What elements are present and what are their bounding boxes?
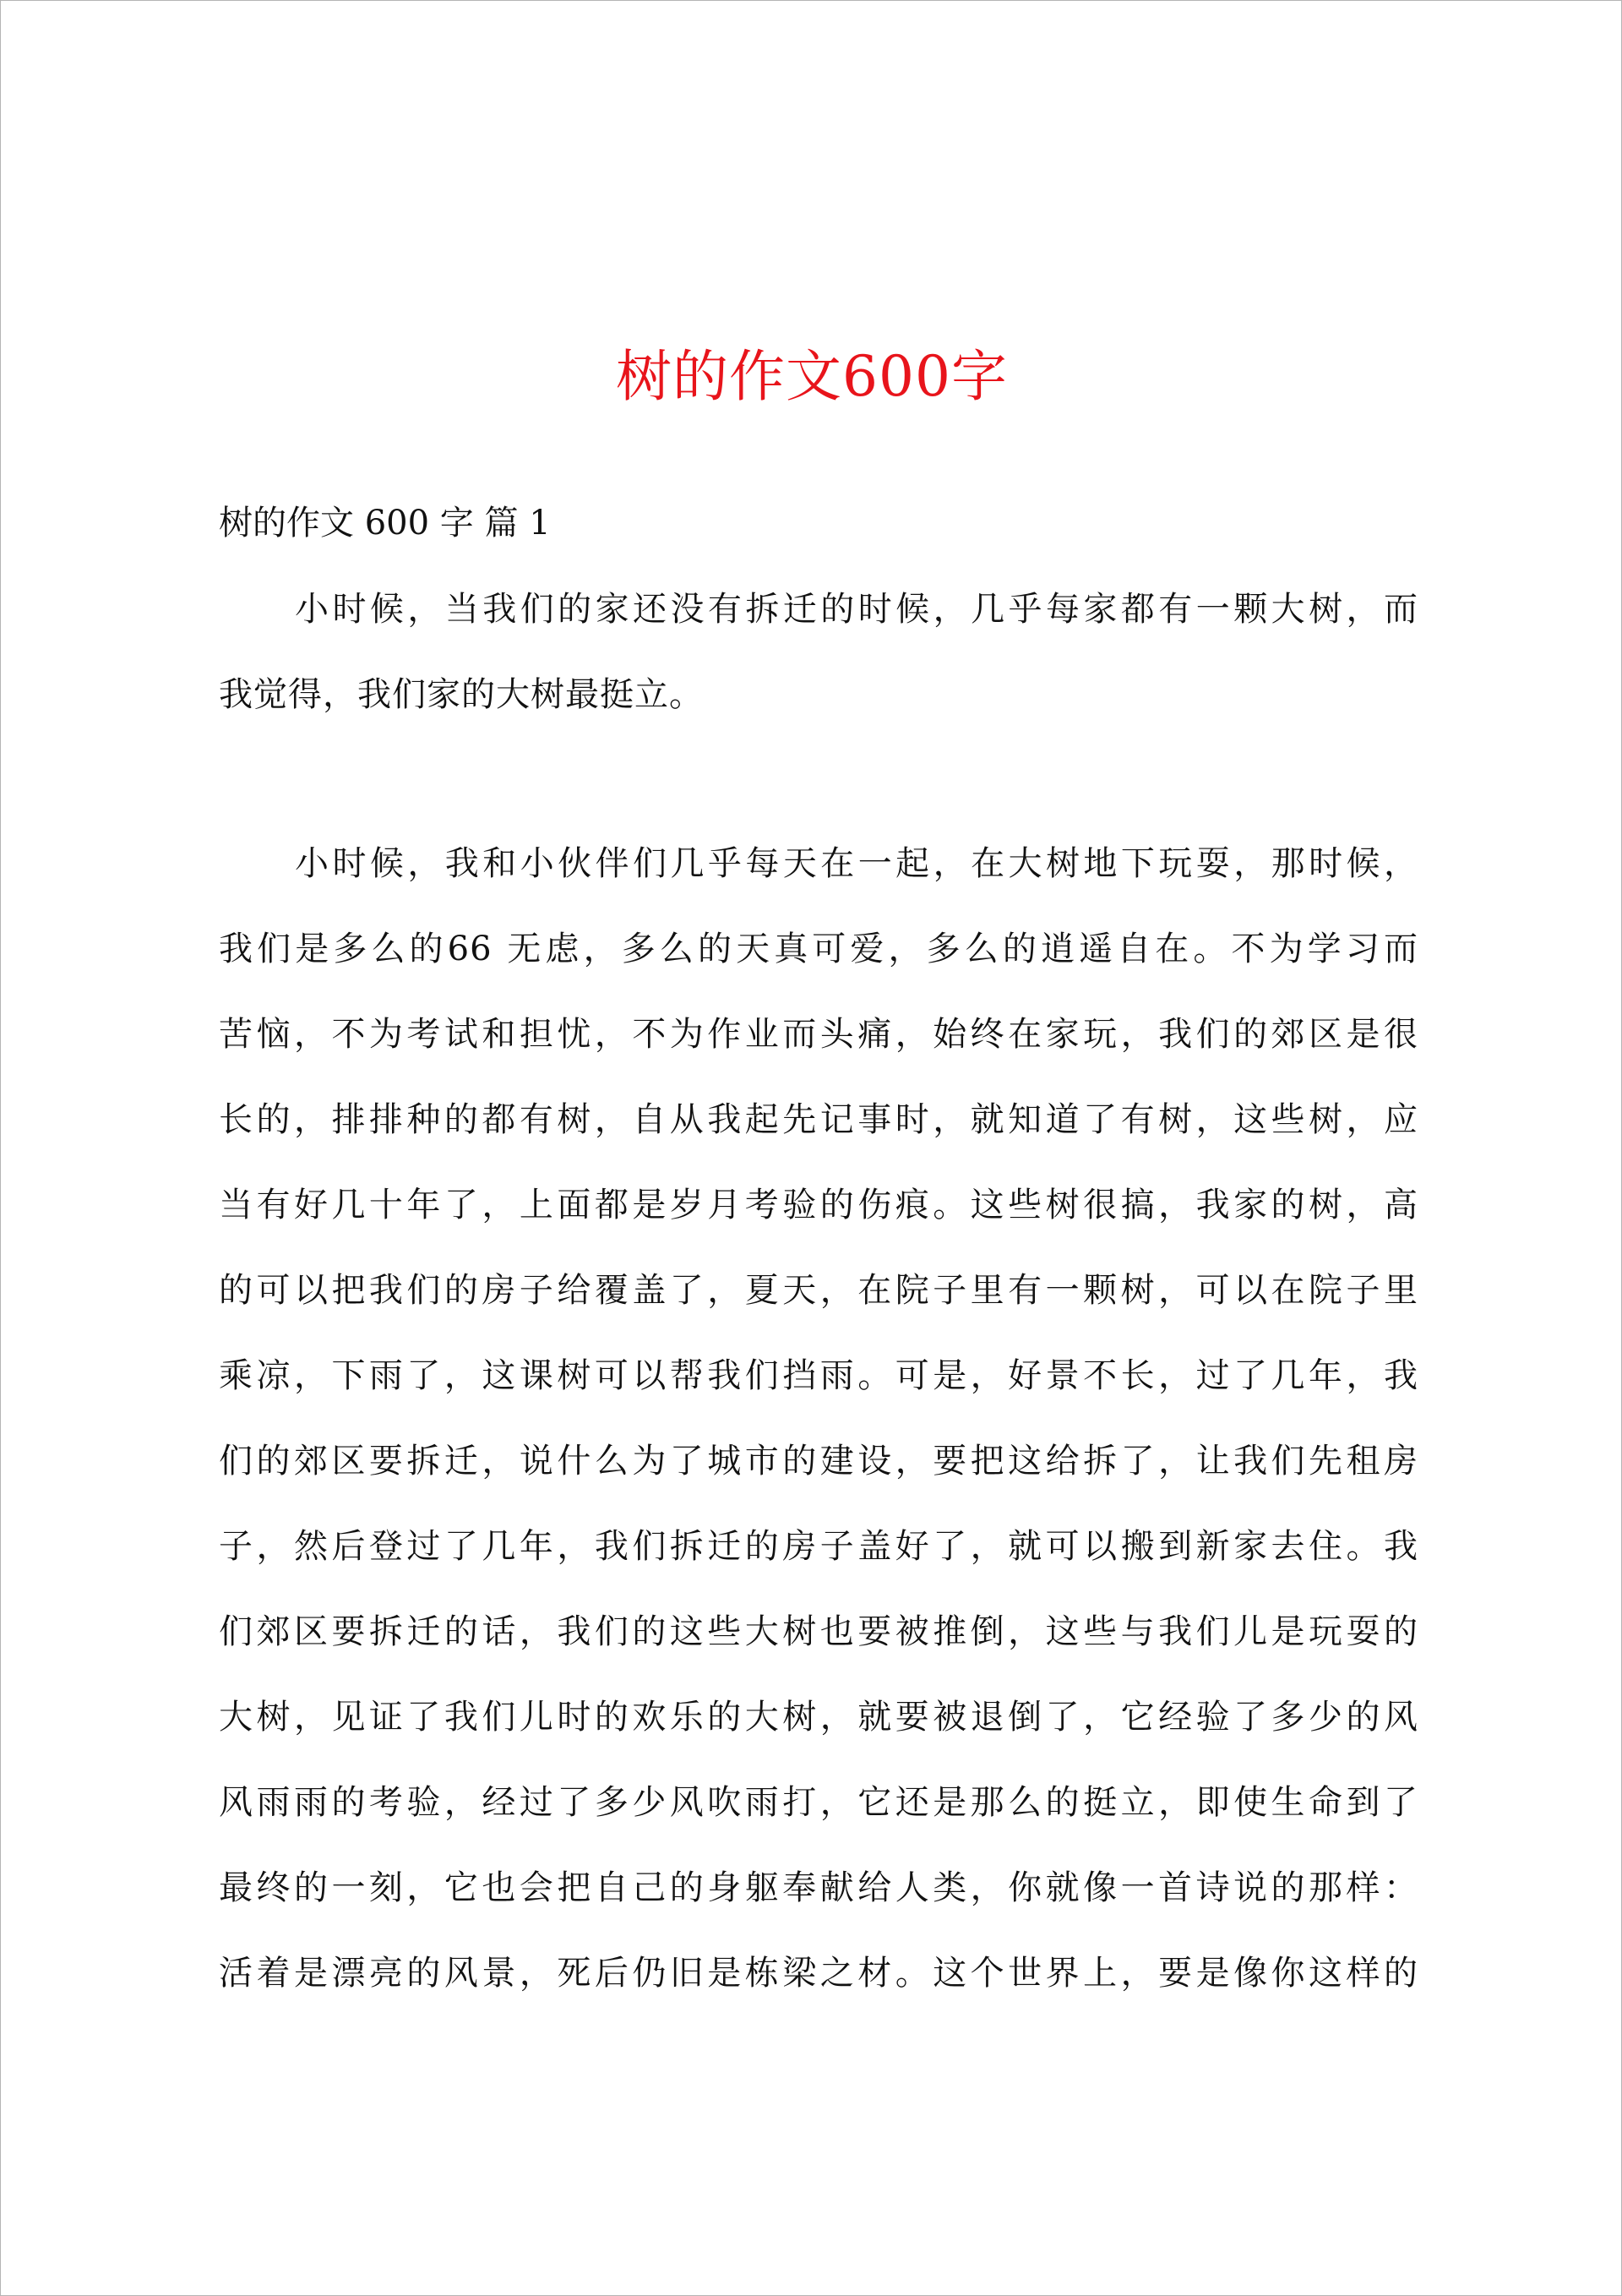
text-line: 风雨雨的考验，经过了多少风吹雨打，它还是那么的挺立，即使生命到了: [219, 1783, 1418, 1822]
text-line: 苦恼，不为考试和担忧，不为作业而头痛，始终在家玩，我们的郊区是很: [219, 1015, 1418, 1054]
text-line: 当有好几十年了，上面都是岁月考验的伤痕。这些树很搞，我家的树，高: [219, 1186, 1418, 1224]
text-line: 我觉得，我们家的大树最挺立。: [219, 675, 704, 714]
text-line: 小时候，当我们的家还没有拆迁的时候，几乎每家都有一颗大树，而: [295, 590, 1418, 629]
text-line: 乘凉，下雨了，这课树可以帮我们挡雨。可是，好景不长，过了几年，我: [219, 1356, 1418, 1395]
section-heading: 树的作文 600 字 篇 1: [219, 504, 551, 543]
text-line: 活着是漂亮的风景，死后仍旧是栋梁之材。这个世界上，要是像你这样的: [219, 1954, 1418, 1993]
text-line: 们郊区要拆迁的话，我们的这些大树也要被推倒，这些与我们儿是玩耍的: [219, 1612, 1418, 1651]
text-line: 最终的一刻，它也会把自己的身躯奉献给人类，你就像一首诗说的那样：: [219, 1868, 1418, 1907]
text-line: 长的，排排种的都有树，自从我起先记事时，就知道了有树，这些树，应: [219, 1100, 1418, 1139]
paragraph-2: [219, 821, 1418, 2016]
text-line: 大树，见证了我们儿时的欢乐的大树，就要被退倒了，它经验了多少的风: [219, 1698, 1418, 1737]
paragraph-1: [219, 567, 1418, 738]
text-line: 小时候，我和小伙伴们几乎每天在一起，在大树地下玩耍，那时候，: [295, 844, 1418, 883]
text-line: 我们是多么的66 无虑，多么的天真可爱，多么的逍遥自在。不为学习而: [219, 930, 1418, 968]
document-title: 树的作文600字: [616, 344, 1008, 409]
text-line: 子，然后登过了几年，我们拆迁的房子盖好了，就可以搬到新家去住。我: [219, 1527, 1418, 1566]
text-line: 们的郊区要拆迁，说什么为了城市的建设，要把这给拆了，让我们先租房: [219, 1442, 1418, 1481]
text-line: 的可以把我们的房子给覆盖了，夏天，在院子里有一颗树，可以在院子里: [219, 1271, 1418, 1310]
